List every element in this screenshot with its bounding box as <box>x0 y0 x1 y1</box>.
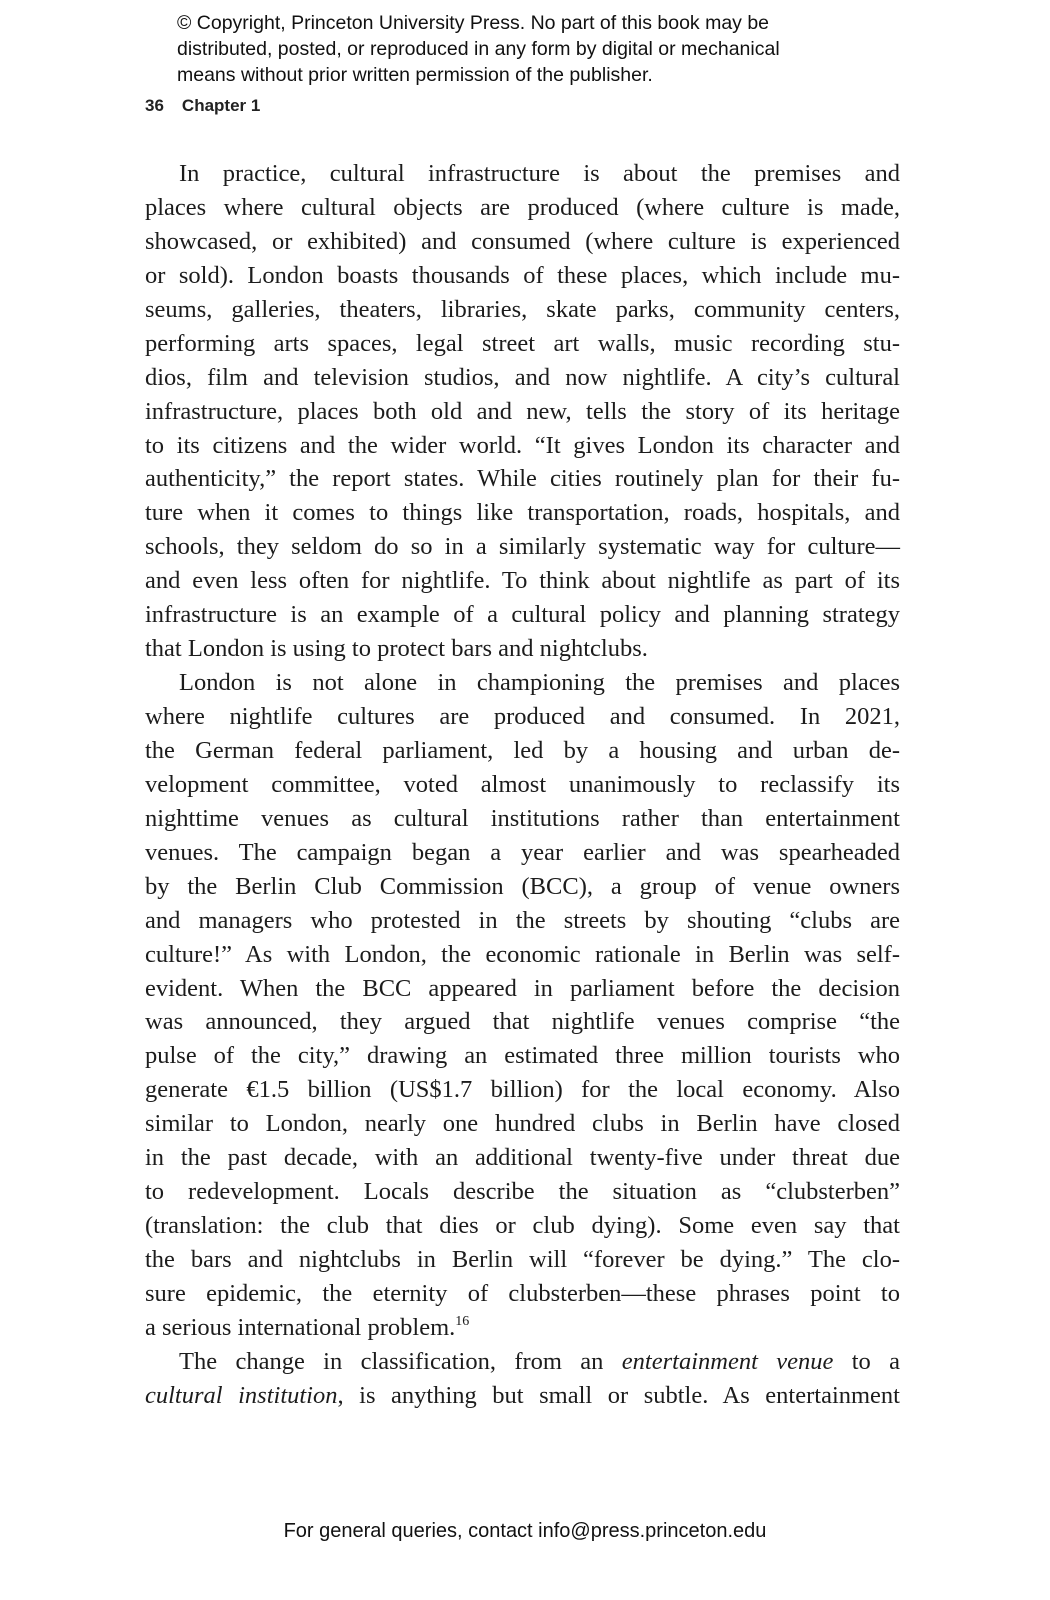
text-line: or sold). London boasts thousands of these places, which include mu- <box>145 261 900 289</box>
text-fragment: to a <box>833 1347 901 1375</box>
italic-term: entertainment venue <box>621 1347 834 1375</box>
copyright-line: means without prior written permission of the publisher. <box>177 64 653 86</box>
copyright-line: distributed, posted, or reproduced in any form by digital or mechanical <box>177 38 780 60</box>
page-number: 36 <box>145 96 164 115</box>
text-fragment: , is anything but small or subtle. As entertainment <box>337 1381 900 1409</box>
chapter-label: Chapter 1 <box>181 96 261 115</box>
text-line: showcased, or exhibited) and consumed (where culture is experienced <box>145 227 900 255</box>
footer-contact: For general queries, contact info@press.princeton.edu <box>283 1520 767 1542</box>
italic-term: cultural institution <box>145 1381 338 1409</box>
text-line: to redevelopment. Locals describe the situation as “clubsterben” <box>145 1178 900 1206</box>
copyright-notice <box>177 10 897 88</box>
text-line: where nightlife cultures are produced and consumed. In 2021, <box>145 703 900 730</box>
text-line: the bars and nightclubs in Berlin will “forever be dying.” The clo- <box>145 1246 900 1273</box>
text-line: performing arts spaces, legal street art walls, music recording stu- <box>145 329 900 357</box>
text-line: that London is using to protect bars and nightclubs. <box>145 635 648 663</box>
text-line: places where cultural objects are produced (where culture is made, <box>145 193 900 221</box>
copyright-line: © Copyright, Princeton University Press. No part of this book may be <box>177 12 770 34</box>
text-line: dios, film and television studios, and now nightlife. A city’s cultural <box>145 363 900 391</box>
text-line: infrastructure, places both old and new, tells the story of its heritage <box>145 397 900 425</box>
text-line: sure epidemic, the eternity of clubsterben—these phrases point to <box>145 1279 900 1307</box>
text-line: London is not alone in championing the premises and places <box>179 669 900 697</box>
text-line <box>145 1345 900 1379</box>
text-line: and managers who protested in the streets by shouting “clubs are <box>145 906 900 934</box>
running-head <box>145 96 260 116</box>
text-line <box>145 1311 900 1345</box>
text-line: pulse of the city,” drawing an estimated three million tourists who <box>145 1042 900 1070</box>
footnote-ref[interactable]: 16 <box>455 1313 470 1329</box>
text-line: seums, galleries, theaters, libraries, skate parks, community centers, <box>145 295 900 323</box>
body-text <box>145 157 900 1413</box>
text-line: in the past decade, with an additional twenty-five under threat due <box>145 1144 900 1172</box>
text-line: ture when it comes to things like transportation, roads, hospitals, and <box>145 499 900 527</box>
text-fragment: The change in classification, from an <box>179 1347 622 1375</box>
text-line: generate €1.5 billion (US$1.7 billion) for the local economy. Also <box>145 1076 900 1104</box>
text-line: and even less often for nightlife. To think about nightlife as part of its <box>145 567 900 595</box>
text-line: authenticity,” the report states. While cities routinely plan for their fu- <box>145 465 900 493</box>
text-line: venues. The campaign began a year earlier and was spearheaded <box>145 838 900 866</box>
text-line: (translation: the club that dies or club dying). Some even say that <box>145 1212 900 1240</box>
text-line: velopment committee, voted almost unanimously to reclassify its <box>145 770 900 798</box>
paragraph-3 <box>145 1345 900 1413</box>
paragraph-2 <box>145 666 900 1345</box>
text-line: evident. When the BCC appeared in parliament before the decision <box>145 974 900 1002</box>
text-line: by the Berlin Club Commission (BCC), a group of venue owners <box>145 872 900 900</box>
text-line: was announced, they argued that nightlife venues comprise “the <box>145 1008 900 1036</box>
text-line: schools, they seldom do so in a similarly systematic way for culture— <box>145 533 900 561</box>
text-line: culture!” As with London, the economic rationale in Berlin was self- <box>145 940 900 968</box>
text-line: to its citizens and the wider world. “It gives London its character and <box>145 431 900 459</box>
text-line: nighttime venues as cultural institutions rather than entertainment <box>145 804 900 832</box>
text-line: similar to London, nearly one hundred clubs in Berlin have closed <box>145 1110 900 1138</box>
paragraph-1 <box>145 157 900 666</box>
text-fragment: a serious international problem. <box>145 1313 456 1341</box>
text-line: infrastructure is an example of a cultural policy and planning strategy <box>145 601 900 629</box>
text-line: the German federal parliament, led by a housing and urban de- <box>145 736 900 764</box>
text-line: In practice, cultural infrastructure is about the premises and <box>179 160 900 187</box>
text-line <box>145 1379 900 1413</box>
